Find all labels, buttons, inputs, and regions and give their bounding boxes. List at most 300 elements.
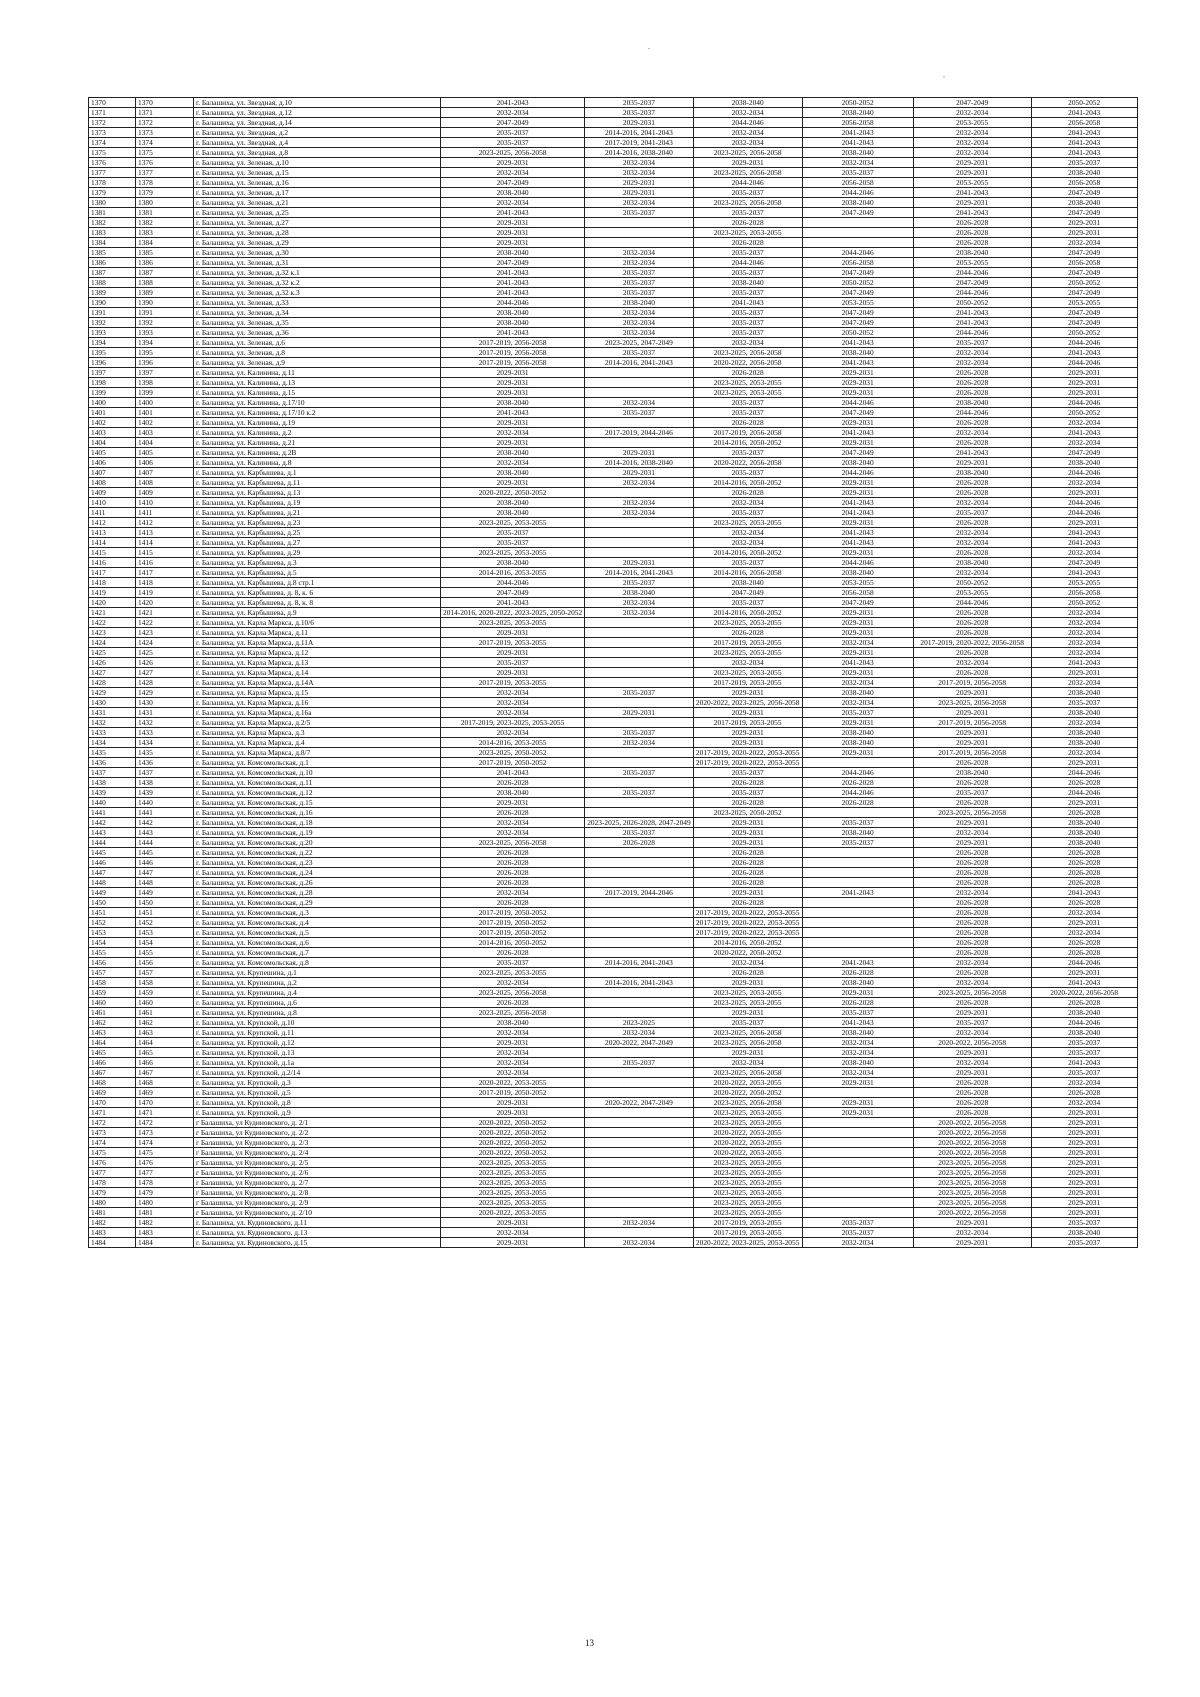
period-cell: 2029-2031 [441,238,585,248]
period-cell: 2035-2037 [585,348,693,358]
table-row [89,638,1138,648]
period-cell: 2029-2031 [441,798,585,808]
period-cell: 2029-2031 [693,828,802,838]
period-cell: 2032-2034 [441,1068,585,1078]
period-cell: 2032-2034 [441,108,585,118]
period-cell: 2029-2031 [585,178,693,188]
address-cell: г. Балашиха, ул. Комсомольская, д.5 [194,928,441,938]
address-cell: г. Балашиха, ул. Крупской, д.1а [194,1058,441,1068]
period-cell: 2050-2052 [913,298,1031,308]
period-cell: 2020-2022, 2023-2025, 2053-2055 [693,1238,802,1248]
row-number: 1453 [89,928,136,938]
house-id: 1415 [136,548,194,558]
house-id: 1395 [136,348,194,358]
period-cell: 2038-2040 [802,198,913,208]
period-cell: 2023-2025, 2053-2055 [693,388,802,398]
period-cell: 2047-2049 [441,118,585,128]
period-cell: 2020-2022, 2053-2055 [693,1128,802,1138]
period-cell: 2029-2031 [913,838,1031,848]
period-cell: 2032-2034 [1031,1098,1137,1108]
period-cell [585,618,693,628]
table-row [89,1188,1138,1198]
period-cell: 2014-2016, 2020-2022, 2023-2025, 2050-2052 [441,608,585,618]
row-number: 1402 [89,418,136,428]
row-number: 1386 [89,258,136,268]
row-number: 1467 [89,1068,136,1078]
house-id: 1427 [136,668,194,678]
table-row [89,1108,1138,1118]
period-cell: 2026-2028 [913,368,1031,378]
period-cell [585,668,693,678]
period-cell [585,438,693,448]
period-cell: 2032-2034 [693,498,802,508]
address-cell: г. Балашиха, ул. Карбышева, д.11 [194,478,441,488]
period-cell: 2038-2040 [1031,1008,1137,1018]
table-row [89,1008,1138,1018]
house-id: 1441 [136,808,194,818]
table-row [89,188,1138,198]
period-cell [585,1158,693,1168]
table-row [89,598,1138,608]
period-cell: 2038-2040 [441,188,585,198]
period-cell [585,848,693,858]
period-cell: 2020-2022, 2056-2058 [913,1138,1031,1148]
period-cell [585,1078,693,1088]
page-number: 13 [585,1638,594,1648]
row-number: 1473 [89,1128,136,1138]
row-number: 1470 [89,1098,136,1108]
period-cell: 2029-2031 [913,1008,1031,1018]
period-cell: 2053-2055 [802,298,913,308]
period-cell: 2038-2040 [441,248,585,258]
period-cell [585,678,693,688]
address-cell: г. Балашиха, ул. Зеленая, д.34 [194,308,441,318]
period-cell: 2032-2034 [802,158,913,168]
period-cell: 2032-2034 [913,958,1031,968]
house-id: 1470 [136,1098,194,1108]
table-row [89,828,1138,838]
table-row [89,728,1138,738]
period-cell: 2032-2034 [1031,638,1137,648]
period-cell [802,1188,913,1198]
period-cell: 2026-2028 [585,838,693,848]
row-number: 1417 [89,568,136,578]
table-row [89,358,1138,368]
period-cell: 2029-2031 [693,1048,802,1058]
period-cell: 2044-2046 [802,398,913,408]
row-number: 1429 [89,688,136,698]
table-row [89,348,1138,358]
period-cell [585,1088,693,1098]
period-cell: 2023-2025, 2053-2055 [693,998,802,1008]
row-number: 1449 [89,888,136,898]
period-cell: 2023-2025, 2053-2055 [441,618,585,628]
table-row [89,1038,1138,1048]
period-cell: 2032-2034 [441,828,585,838]
address-cell: г. Балашиха, ул. Зеленая, д.35 [194,318,441,328]
period-cell: 2029-2031 [802,418,913,428]
address-cell: г. Балашиха, ул. Карла Маркса, д.14А [194,678,441,688]
period-cell: 2032-2034 [693,108,802,118]
house-id: 1469 [136,1088,194,1098]
period-cell [585,488,693,498]
row-number: 1439 [89,788,136,798]
period-cell: 2032-2034 [1031,438,1137,448]
period-cell: 2023-2025, 2026-2028, 2047-2049 [585,818,693,828]
period-cell: 2026-2028 [1031,938,1137,948]
period-cell: 2020-2022, 2056-2058 [913,1208,1031,1218]
row-number: 1444 [89,838,136,848]
period-cell: 2029-2031 [441,1098,585,1108]
row-number: 1451 [89,908,136,918]
address-cell: г. Балашиха, ул. Крупской, д.9 [194,1108,441,1118]
house-id: 1410 [136,498,194,508]
period-cell: 2038-2040 [441,788,585,798]
table-row [89,488,1138,498]
period-cell: 2053-2055 [802,578,913,588]
table-row [89,548,1138,558]
period-cell: 2041-2043 [1031,568,1137,578]
address-cell: г. Балашиха, ул. Кудиновского, д.13 [194,1228,441,1238]
period-cell: 2017-2019, 2050-2052 [441,758,585,768]
period-cell: 2032-2034 [913,1058,1031,1068]
period-cell: 2038-2040 [913,248,1031,258]
period-cell: 2053-2055 [913,118,1031,128]
period-cell: 2029-2031 [1031,1208,1137,1218]
period-cell: 2038-2040 [693,98,802,108]
period-cell: 2029-2031 [802,618,913,628]
period-cell: 2017-2019, 2053-2055 [693,1218,802,1228]
house-id: 1388 [136,278,194,288]
house-id: 1460 [136,998,194,1008]
period-cell: 2026-2028 [913,908,1031,918]
period-cell: 2017-2019, 2050-2052 [441,928,585,938]
period-cell [585,368,693,378]
period-cell: 2029-2031 [1031,218,1137,228]
period-cell: 2032-2034 [693,528,802,538]
period-cell: 2026-2028 [693,368,802,378]
period-cell: 2026-2028 [441,848,585,858]
period-cell: 2029-2031 [441,1038,585,1048]
period-cell: 2035-2037 [585,688,693,698]
row-number: 1468 [89,1078,136,1088]
address-cell: г. Балашиха, ул. Зеленая, д.31 [194,258,441,268]
address-cell: г. Балашиха, ул. Карбышева, д.27 [194,538,441,548]
address-cell: г. Балашиха, ул. Зеленая, д.10 [194,158,441,168]
period-cell: 2029-2031 [913,818,1031,828]
period-cell: 2050-2052 [802,328,913,338]
period-cell: 2014-2016, 2050-2052 [693,438,802,448]
period-cell: 2047-2049 [1031,268,1137,278]
row-number: 1441 [89,808,136,818]
period-cell: 2029-2031 [802,1098,913,1108]
table-row [89,458,1138,468]
period-cell: 2038-2040 [1031,458,1137,468]
row-number: 1412 [89,518,136,528]
table-row [89,958,1138,968]
period-cell: 2026-2028 [913,758,1031,768]
period-cell: 2047-2049 [802,208,913,218]
period-cell: 2035-2037 [1031,158,1137,168]
period-cell: 2026-2028 [693,798,802,808]
address-cell: г. Балашиха, ул. Карбышева, д.29 [194,548,441,558]
period-cell: 2041-2043 [441,328,585,338]
row-number: 1410 [89,498,136,508]
period-cell: 2017-2019, 2056-2058 [441,348,585,358]
row-number: 1447 [89,868,136,878]
period-cell: 2038-2040 [1031,728,1137,738]
period-cell: 2038-2040 [585,298,693,308]
period-cell: 2032-2034 [441,698,585,708]
row-number: 1373 [89,128,136,138]
row-number: 1421 [89,608,136,618]
period-cell: 2026-2028 [1031,848,1137,858]
period-cell: 2026-2028 [913,628,1031,638]
period-cell: 2032-2034 [802,1048,913,1058]
house-id: 1400 [136,398,194,408]
period-cell: 2032-2034 [585,1218,693,1228]
period-cell: 2032-2034 [441,708,585,718]
period-cell: 2029-2031 [802,378,913,388]
row-number: 1409 [89,488,136,498]
table-row [89,628,1138,638]
address-cell: г Балашиха, ул Кудиновского, д. 2/4 [194,1148,441,1158]
address-cell: г. Балашиха, ул. Зеленая, д.32 к.1 [194,268,441,278]
period-cell: 2041-2043 [802,338,913,348]
house-id: 1389 [136,288,194,298]
period-cell: 2032-2034 [913,428,1031,438]
address-cell: г. Балашиха, ул. Зеленая, д.28 [194,228,441,238]
table-row [89,678,1138,688]
period-cell: 2029-2031 [1031,1128,1137,1138]
period-cell: 2038-2040 [913,468,1031,478]
address-cell: г. Балашиха, ул. Карбышева, д.8 стр.1 [194,578,441,588]
address-cell: г. Балашиха, ул. Комсомольская, д.7 [194,948,441,958]
period-cell: 2038-2040 [913,398,1031,408]
period-cell: 2041-2043 [1031,978,1137,988]
period-cell: 2023-2025, 2056-2058 [441,988,585,998]
address-cell: г Балашиха, ул Кудиновского, д. 2/1 [194,1118,441,1128]
period-cell [802,1208,913,1218]
row-number: 1434 [89,738,136,748]
house-id: 1406 [136,458,194,468]
house-id: 1454 [136,938,194,948]
period-cell: 2029-2031 [585,558,693,568]
period-cell: 2053-2055 [1031,578,1137,588]
house-id: 1416 [136,558,194,568]
period-cell [802,218,913,228]
period-cell: 2038-2040 [693,278,802,288]
table-row [89,1018,1138,1028]
table-row [89,268,1138,278]
period-cell: 2029-2031 [441,218,585,228]
address-cell: г. Балашиха, ул. Зеленая, д.32 к.3 [194,288,441,298]
period-cell: 2038-2040 [1031,688,1137,698]
period-cell: 2029-2031 [802,988,913,998]
address-cell: г. Балашиха, ул. Звездная, д.10 [194,98,441,108]
row-number: 1394 [89,338,136,348]
period-cell: 2026-2028 [913,608,1031,618]
period-cell: 2023-2025, 2053-2055 [693,1188,802,1198]
period-cell: 2029-2031 [913,198,1031,208]
period-cell: 2032-2034 [1031,608,1137,618]
period-cell: 2014-2016, 2050-2052 [693,938,802,948]
period-cell: 2023-2025, 2053-2055 [693,618,802,628]
row-number: 1391 [89,308,136,318]
period-cell: 2023-2025, 2056-2058 [441,148,585,158]
period-cell: 2026-2028 [913,418,1031,428]
row-number: 1459 [89,988,136,998]
period-cell: 2014-2016, 2038-2040 [585,458,693,468]
table-row [89,138,1138,148]
house-id: 1373 [136,128,194,138]
address-cell: г. Балашиха, ул. Комсомольская, д.10 [194,768,441,778]
period-cell: 2041-2043 [1031,428,1137,438]
address-cell: г. Балашиха, ул. Кудиновского, д.15 [194,1238,441,1248]
period-cell: 2026-2028 [913,388,1031,398]
period-cell: 2026-2028 [913,798,1031,808]
house-id: 1438 [136,778,194,788]
period-cell: 2041-2043 [1031,528,1137,538]
period-cell: 2038-2040 [441,1018,585,1028]
period-cell: 2041-2043 [1031,1058,1137,1068]
address-cell: г Балашиха, ул Кудиновского, д. 2/5 [194,1158,441,1168]
period-cell: 2017-2019, 2053-2055 [693,678,802,688]
address-cell: г. Балашиха, ул. Звездная, д.2 [194,128,441,138]
period-cell: 2029-2031 [441,478,585,488]
period-cell: 2026-2028 [693,848,802,858]
address-cell: г. Балашиха, ул. Зеленая, д.25 [194,208,441,218]
period-cell: 2035-2037 [585,288,693,298]
period-cell: 2041-2043 [802,528,913,538]
scan-speck [943,76,945,77]
period-cell: 2029-2031 [802,748,913,758]
period-cell: 2041-2043 [1031,108,1137,118]
period-cell [585,1178,693,1188]
table-row [89,948,1138,958]
address-cell: г. Балашиха, ул. Крупешина, д.4 [194,988,441,998]
row-number: 1414 [89,538,136,548]
table-row [89,1078,1138,1088]
period-cell: 2050-2052 [802,98,913,108]
period-cell: 2032-2034 [693,128,802,138]
table-row [89,238,1138,248]
period-cell: 2014-2016, 2041-2043 [585,978,693,988]
period-cell [585,528,693,538]
period-cell: 2041-2043 [802,888,913,898]
row-number: 1408 [89,478,136,488]
period-cell: 2023-2025, 2053-2055 [441,1198,585,1208]
period-cell: 2056-2058 [1031,178,1137,188]
house-id: 1475 [136,1148,194,1158]
house-id: 1390 [136,298,194,308]
period-cell: 2020-2022, 2050-2052 [441,1148,585,1158]
period-cell: 2050-2052 [1031,408,1137,418]
house-id: 1445 [136,848,194,858]
period-cell: 2029-2031 [1031,1158,1137,1168]
period-cell: 2032-2034 [913,148,1031,158]
period-cell: 2029-2031 [913,1068,1031,1078]
period-cell: 2032-2034 [1031,548,1137,558]
period-cell [802,238,913,248]
period-cell [585,238,693,248]
table-row [89,408,1138,418]
period-cell: 2017-2019, 2020-2022, 2053-2055 [693,758,802,768]
period-cell [585,538,693,548]
period-cell: 2035-2037 [693,468,802,478]
house-id: 1472 [136,1118,194,1128]
period-cell: 2026-2028 [693,898,802,908]
period-cell: 2041-2043 [441,408,585,418]
period-cell: 2041-2043 [802,508,913,518]
period-cell: 2020-2022, 2053-2055 [693,1148,802,1158]
period-cell: 2032-2034 [913,1028,1031,1038]
period-cell: 2026-2028 [441,778,585,788]
period-cell [585,858,693,868]
period-cell: 2014-2016, 2053-2055 [441,568,585,578]
period-cell: 2023-2025, 2053-2055 [693,648,802,658]
address-cell: г. Балашиха, ул. Карла Маркса, д.15 [194,688,441,698]
period-cell [802,908,913,918]
period-cell: 2032-2034 [585,478,693,488]
house-id: 1453 [136,928,194,938]
period-cell: 2032-2034 [802,1068,913,1078]
table-row [89,518,1138,528]
period-cell: 2032-2034 [693,138,802,148]
table-row [89,1098,1138,1108]
period-cell: 2050-2052 [1031,598,1137,608]
period-cell: 2023-2025, 2056-2058 [913,808,1031,818]
period-cell: 2029-2031 [441,668,585,678]
period-cell: 2023-2025, 2053-2055 [441,548,585,558]
table-row [89,558,1138,568]
row-number: 1425 [89,648,136,658]
house-id: 1374 [136,138,194,148]
period-cell: 2017-2019, 2056-2058 [913,678,1031,688]
address-cell: г. Балашиха, ул. Зеленая, д.36 [194,328,441,338]
house-id: 1380 [136,198,194,208]
address-cell: г. Балашиха, ул. Звездная, д.14 [194,118,441,128]
period-cell: 2032-2034 [1031,628,1137,638]
address-cell: г. Балашиха, ул. Комсомольская, д.20 [194,838,441,848]
table-row [89,1238,1138,1248]
period-cell: 2056-2058 [802,258,913,268]
period-cell: 2032-2034 [913,128,1031,138]
period-cell: 2017-2019, 2041-2043 [585,138,693,148]
period-cell [585,778,693,788]
period-cell: 2023-2025, 2053-2055 [441,1188,585,1198]
period-cell: 2029-2031 [585,118,693,128]
house-id: 1440 [136,798,194,808]
period-cell: 2023-2025, 2056-2058 [441,1008,585,1018]
address-cell: г. Балашиха, ул. Карла Маркса, д.10/6 [194,618,441,628]
period-cell: 2029-2031 [441,1108,585,1118]
period-cell: 2029-2031 [1031,1108,1137,1118]
house-id: 1386 [136,258,194,268]
period-cell: 2029-2031 [1031,1188,1137,1198]
table-row [89,118,1138,128]
period-cell: 2041-2043 [1031,658,1137,668]
table-row [89,738,1138,748]
house-id: 1446 [136,858,194,868]
period-cell: 2047-2049 [802,448,913,458]
table-row [89,1158,1138,1168]
period-cell: 2041-2043 [913,308,1031,318]
period-cell: 2050-2052 [913,578,1031,588]
period-cell: 2032-2034 [802,698,913,708]
period-cell: 2032-2034 [441,888,585,898]
table-row [89,838,1138,848]
